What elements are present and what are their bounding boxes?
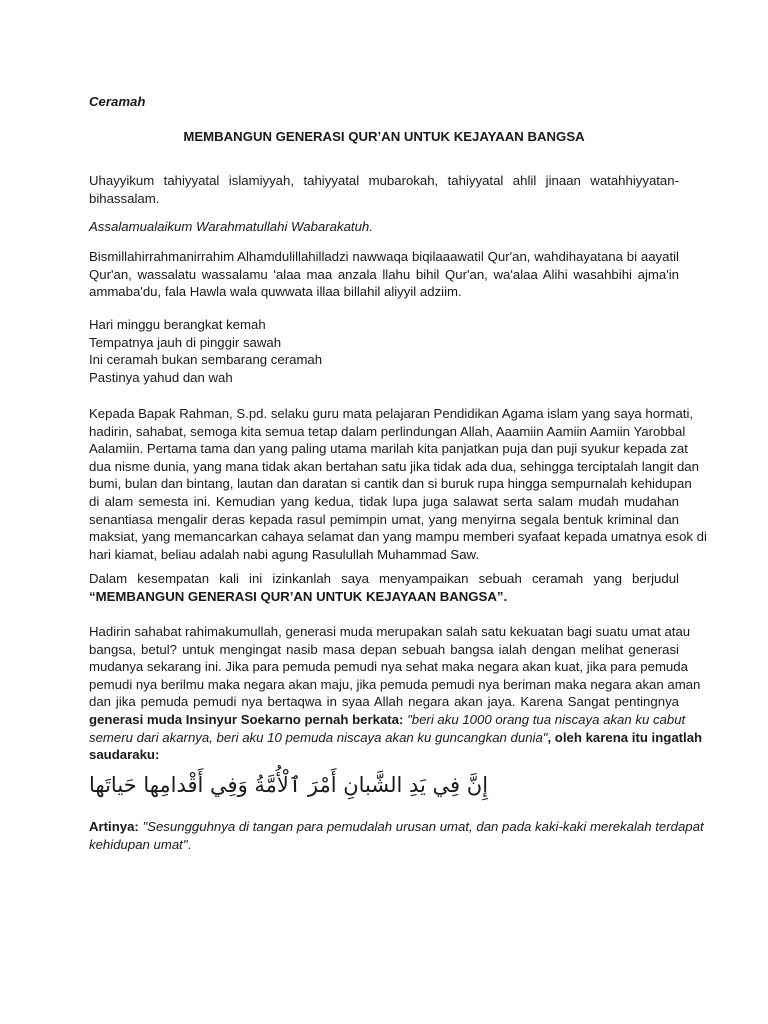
paragraph-line: senantiasa mengalir deras kepada rasul pemimpin umat, yang menyirna segala bentuk kriminal dan	[89, 511, 679, 527]
paragraph-line: Hadirin sahabat rahimakumullah, generasi muda merupakan salah satu kekuatan bagi suatu umat atau	[89, 624, 691, 639]
pantun-line: Hari minggu berangkat kemah	[89, 317, 266, 332]
punctuation: .	[187, 836, 192, 852]
pantun-line: Pastinya yahud dan wah	[89, 369, 233, 385]
paragraph-line: di alam semesta ini. Kemudian yang kedua, tidak lupa juga salawat serta salam mudah mudahan	[89, 493, 679, 509]
opening-paragraph	[89, 248, 679, 301]
paragraph-line: pemudi nya berilmu maka negara akan maju, jika pemuda pemudi nya beriman maka negara akan aman	[89, 676, 701, 692]
paragraph-line: bumi, bulan dan bintang, lautan dan daratan si cantik dan si buruk rupa hingga sempurnalah kehidupan	[89, 476, 692, 492]
translation-line	[89, 818, 704, 836]
paragraph-line: bangsa, betul? untuk mengingat nasib masa depan sebuah bangsa ialah dengan melihat generasi	[89, 641, 679, 657]
translation-text: "Sesungguhnya di tangan para pemudalah urusan umat, dan pada kaki-kaki merekalah terdapat	[142, 819, 704, 834]
opening-line: Bismillahirrahmanirrahim Alhamdulillahilladzi nawwaqa biqilaaawatil Qur'an, wahdihayatana bi aayatil	[89, 249, 679, 264]
greeting-paragraph	[89, 172, 679, 207]
soekarno-quote: "beri aku 1000 orang tua niscaya akan ku cabut	[407, 711, 686, 727]
bold-text: , oleh karena itu ingatlah	[547, 729, 703, 745]
paragraph-line: hadirin, sahabat, semoga kita semua tetap dalam perlindungan Allah, Aaamiin Aamiin Aamiin Yarobbal	[89, 423, 686, 439]
pantun-line: Tempatnya jauh di pinggir sawah	[89, 334, 282, 350]
soekarno-quote: semeru dari akarnya, beri aku 10 pemuda niscaya akan ku guncangkan dunia"	[89, 729, 548, 745]
translation-text: kehidupan umat"	[89, 836, 188, 852]
paragraph-line	[89, 729, 703, 747]
pantun	[89, 316, 679, 386]
doc-label: Ceramah	[89, 94, 146, 109]
paragraph-youth	[89, 623, 703, 764]
paragraph-line: saudaraku:	[89, 747, 160, 763]
paragraph-line: maksiat, yang memancarkan cahaya selamat dan yang mampu memberi syafaat kepada umatnya esok di	[89, 529, 707, 545]
opening-line: Qur'an, wassalatu wassalamu 'alaa maa anzala llahu bihil Qur'an, wa'alaa Alihi wasahbihi ajma'in	[89, 266, 679, 282]
salam-line: Assalamualaikum Warahmatullahi Wabarakatuh.	[89, 219, 373, 234]
paragraph-line: hari kiamat, beliau adalah nabi agung Rasulullah Muhammad Saw.	[89, 546, 480, 562]
paragraph-intro	[89, 570, 679, 605]
paragraph-line	[89, 588, 679, 606]
opening-line: ammaba'du, fala Hawla wala quwwata illaa billahil aliyyil adziim.	[89, 284, 462, 300]
paragraph-line: mudanya sekarang ini. Jika para pemuda pemudi nya sehat maka negara akan kuat, jika para pemuda	[89, 659, 688, 675]
arabic-verse: إِنَّ فِي يَدِ الشَّبانِ أَمْرَ ٱلْأُمَّةُ وَفِي أَقْدامِها حَياتَها	[89, 773, 489, 797]
punctuation: .	[503, 588, 508, 604]
speech-title-bold: “MEMBANGUN GENERASI QUR’AN UNTUK KEJAYAAN BANGSA”	[89, 588, 504, 604]
paragraph-line: Dalam kesempatan kali ini izinkanlah saya menyampaikan sebuah ceramah yang berjudul	[89, 571, 679, 586]
greeting-line: Uhayyikum tahiyyatal islamiyyah, tahiyyatal mubarokah, tahiyyatal ahlil jinaan watahhiyyatan-	[89, 173, 679, 188]
translation-label: Artinya:	[89, 819, 139, 834]
bold-text: generasi muda Insinyur Soekarno pernah berkata:	[89, 711, 408, 727]
paragraph-line: dan jika pemuda pemudi nya bertaqwa in syaa Allah negara akan jaya. Karena Sangat pentingnya	[89, 694, 679, 710]
paragraph-line: Kepada Bapak Rahman, S.pd. selaku guru mata pelajaran Pendidikan Agama islam yang saya hormati,	[89, 406, 694, 421]
translation-line	[89, 836, 679, 854]
pantun-line: Ini ceramah bukan sembarang ceramah	[89, 352, 323, 368]
paragraph-line	[89, 711, 686, 729]
paragraph-salutation	[89, 405, 707, 563]
translation	[89, 818, 704, 853]
greeting-line: bihassalam.	[89, 190, 160, 206]
paragraph-line: Aalamiin. Pertama tama dan yang paling utama marilah kita panjatkan puja dan puji syukur kepada zat	[89, 441, 688, 457]
doc-title: MEMBANGUN GENERASI QUR’AN UNTUK KEJAYAAN BANGSA	[183, 129, 585, 144]
paragraph-line: dua nisme dunia, yang mana tidak akan bertahan satu jika tidak ada dua, sehingga terciptalah langit dan	[89, 458, 699, 474]
